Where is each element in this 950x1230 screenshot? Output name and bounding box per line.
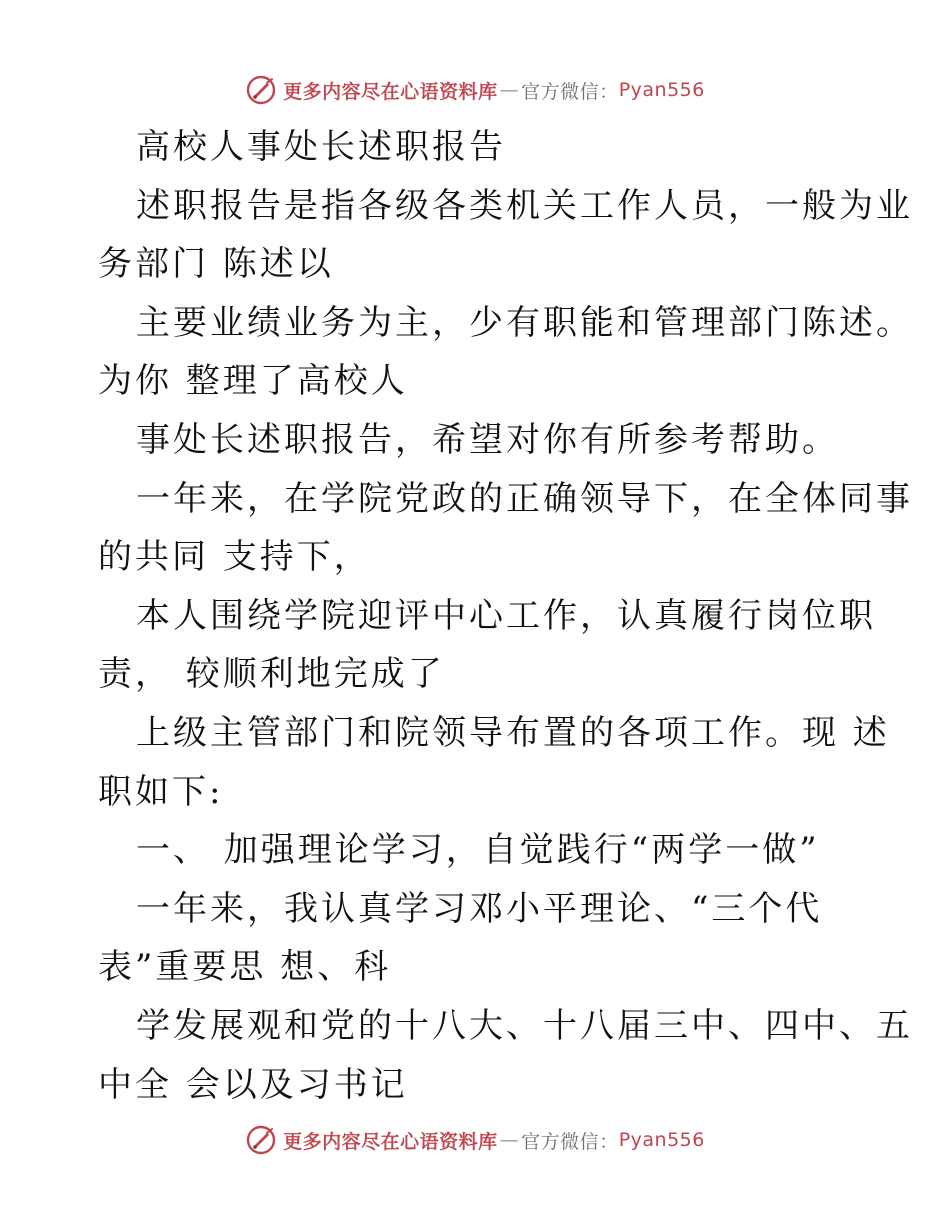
quill-logo-icon	[245, 74, 277, 106]
quill-logo-icon	[245, 1124, 277, 1156]
doc-title: 高校人事处长述职报告	[136, 127, 506, 167]
document-body	[98, 118, 913, 1114]
paragraph-line: 为你 整理了高校人	[98, 361, 408, 402]
paragraph-line: 的共同 支持下，	[98, 537, 371, 578]
paragraph-line: 述职报告是指各级各类机关工作人员，一般为业	[136, 185, 913, 226]
paragraph-line: 学发展观和党的十八大、十八届三中、四中、五	[136, 1005, 913, 1046]
paragraph-line: 务部门 陈述以	[98, 244, 334, 285]
paragraph-line: 上级主管部门和院领导布置的各项工作。现 述	[136, 712, 890, 753]
header-watermark	[0, 72, 950, 108]
footer-brand-dash: —	[499, 1129, 520, 1151]
header-wechat-label: 官方微信：	[521, 80, 619, 103]
footer-wechat-id: Pyan556	[618, 1129, 705, 1151]
header-wechat-id: Pyan556	[618, 79, 705, 101]
section-heading: 一、 加强理论学习，自觉践行“两学一做”	[136, 830, 820, 871]
paragraph-line: 本人围绕学院迎评中心工作，认真履行岗位职	[136, 595, 876, 636]
paragraph-line: 中全 会以及习书记	[98, 1064, 408, 1105]
paragraph-line: 事处长述职报告，希望对你有所参考帮助。	[136, 419, 839, 460]
paragraph-line: 表”重要思 想、科	[98, 947, 392, 988]
paragraph-line: 一年来，我认真学习邓小平理论、“三个代	[136, 888, 823, 929]
header-brand-name: 更多内容尽在心语资料库	[283, 80, 498, 103]
paragraph-line: 主要业绩业务为主，少有职能和管理部门陈述。	[136, 302, 913, 343]
paragraph-line: 职如下:	[98, 771, 224, 812]
paragraph-line: 一年来，在学院党政的正确领导下，在全体同事	[136, 478, 913, 519]
header-brand-dash: —	[499, 79, 520, 101]
footer-brand-name: 更多内容尽在心语资料库	[283, 1130, 498, 1153]
footer-watermark	[0, 1122, 950, 1158]
footer-wechat-label: 官方微信：	[521, 1130, 619, 1153]
paragraph-line: 责， 较顺利地完成了	[98, 654, 445, 695]
